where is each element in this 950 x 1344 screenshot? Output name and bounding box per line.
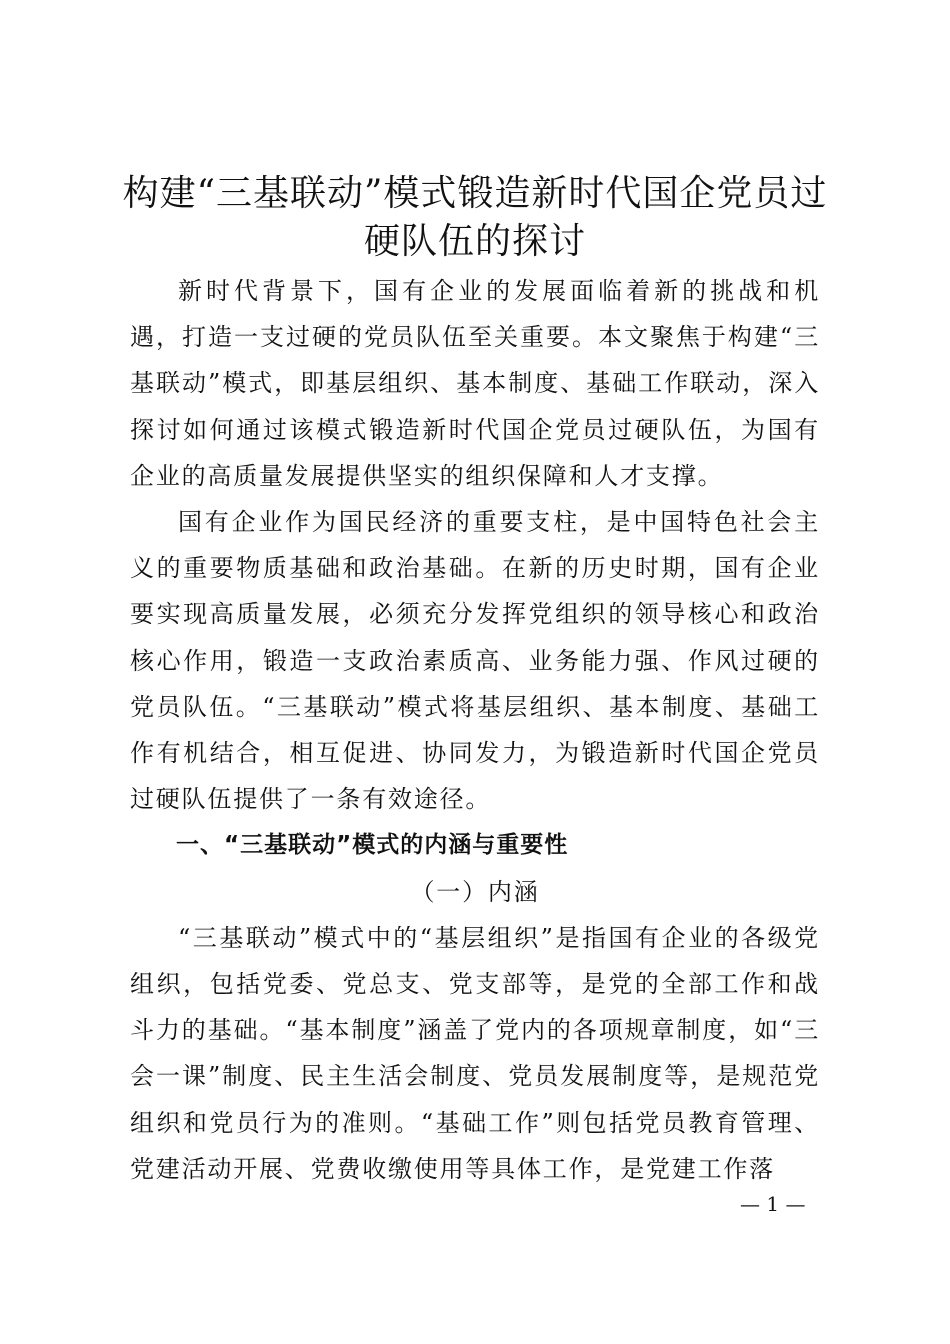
subsection-heading: （一）内涵 [410, 877, 540, 906]
paragraph-intro: 新时代背景下，国有企业的发展面临着新的挑战和机遇，打造一支过硬的党员队伍至关重要。本文聚焦于构建“三基联动”模式，即基层组织、基本制度、基础工作联动，深入探讨如何通过该模式锻造新时代国企党员过硬队伍，为国有企业的高质量发展提供坚实的组织保障和人才支撑。 [130, 277, 820, 490]
page-number: — 1 — [740, 1192, 806, 1216]
paragraph-background: 国有企业作为国民经济的重要支柱，是中国特色社会主义的重要物质基础和政治基础。在新的历史时期，国有企业要实现高质量发展，必须充分发挥党组织的领导核心和政治核心作用，锻造一支政治素质高、业务能力强、作风过硬的党员队伍。“三基联动”模式将基层组织、基本制度、基础工作有机结合，相互促进、协同发力，为锻造新时代国企党员过硬队伍提供了一条有效途径。 [130, 508, 820, 814]
document-title: 构建“三基联动”模式锻造新时代国企党员过硬队伍的探讨 [122, 173, 828, 262]
document-body [130, 268, 820, 1192]
section-heading: 一、“三基联动”模式的内涵与重要性 [176, 832, 569, 859]
paragraph-connotation: “三基联动”模式中的“基层组织”是指国有企业的各级党组织，包括党委、党总支、党支部等，是党的全部工作和战斗力的基础。“基本制度”涵盖了党内的各项规章制度，如“三会一课”制度、民主生活会制度、党员发展制度等，是规范党组织和党员行为的准则。“基础工作”则包括党员教育管理、党建活动开展、党费收缴使用等具体工作，是党建工作落 [130, 923, 820, 1183]
